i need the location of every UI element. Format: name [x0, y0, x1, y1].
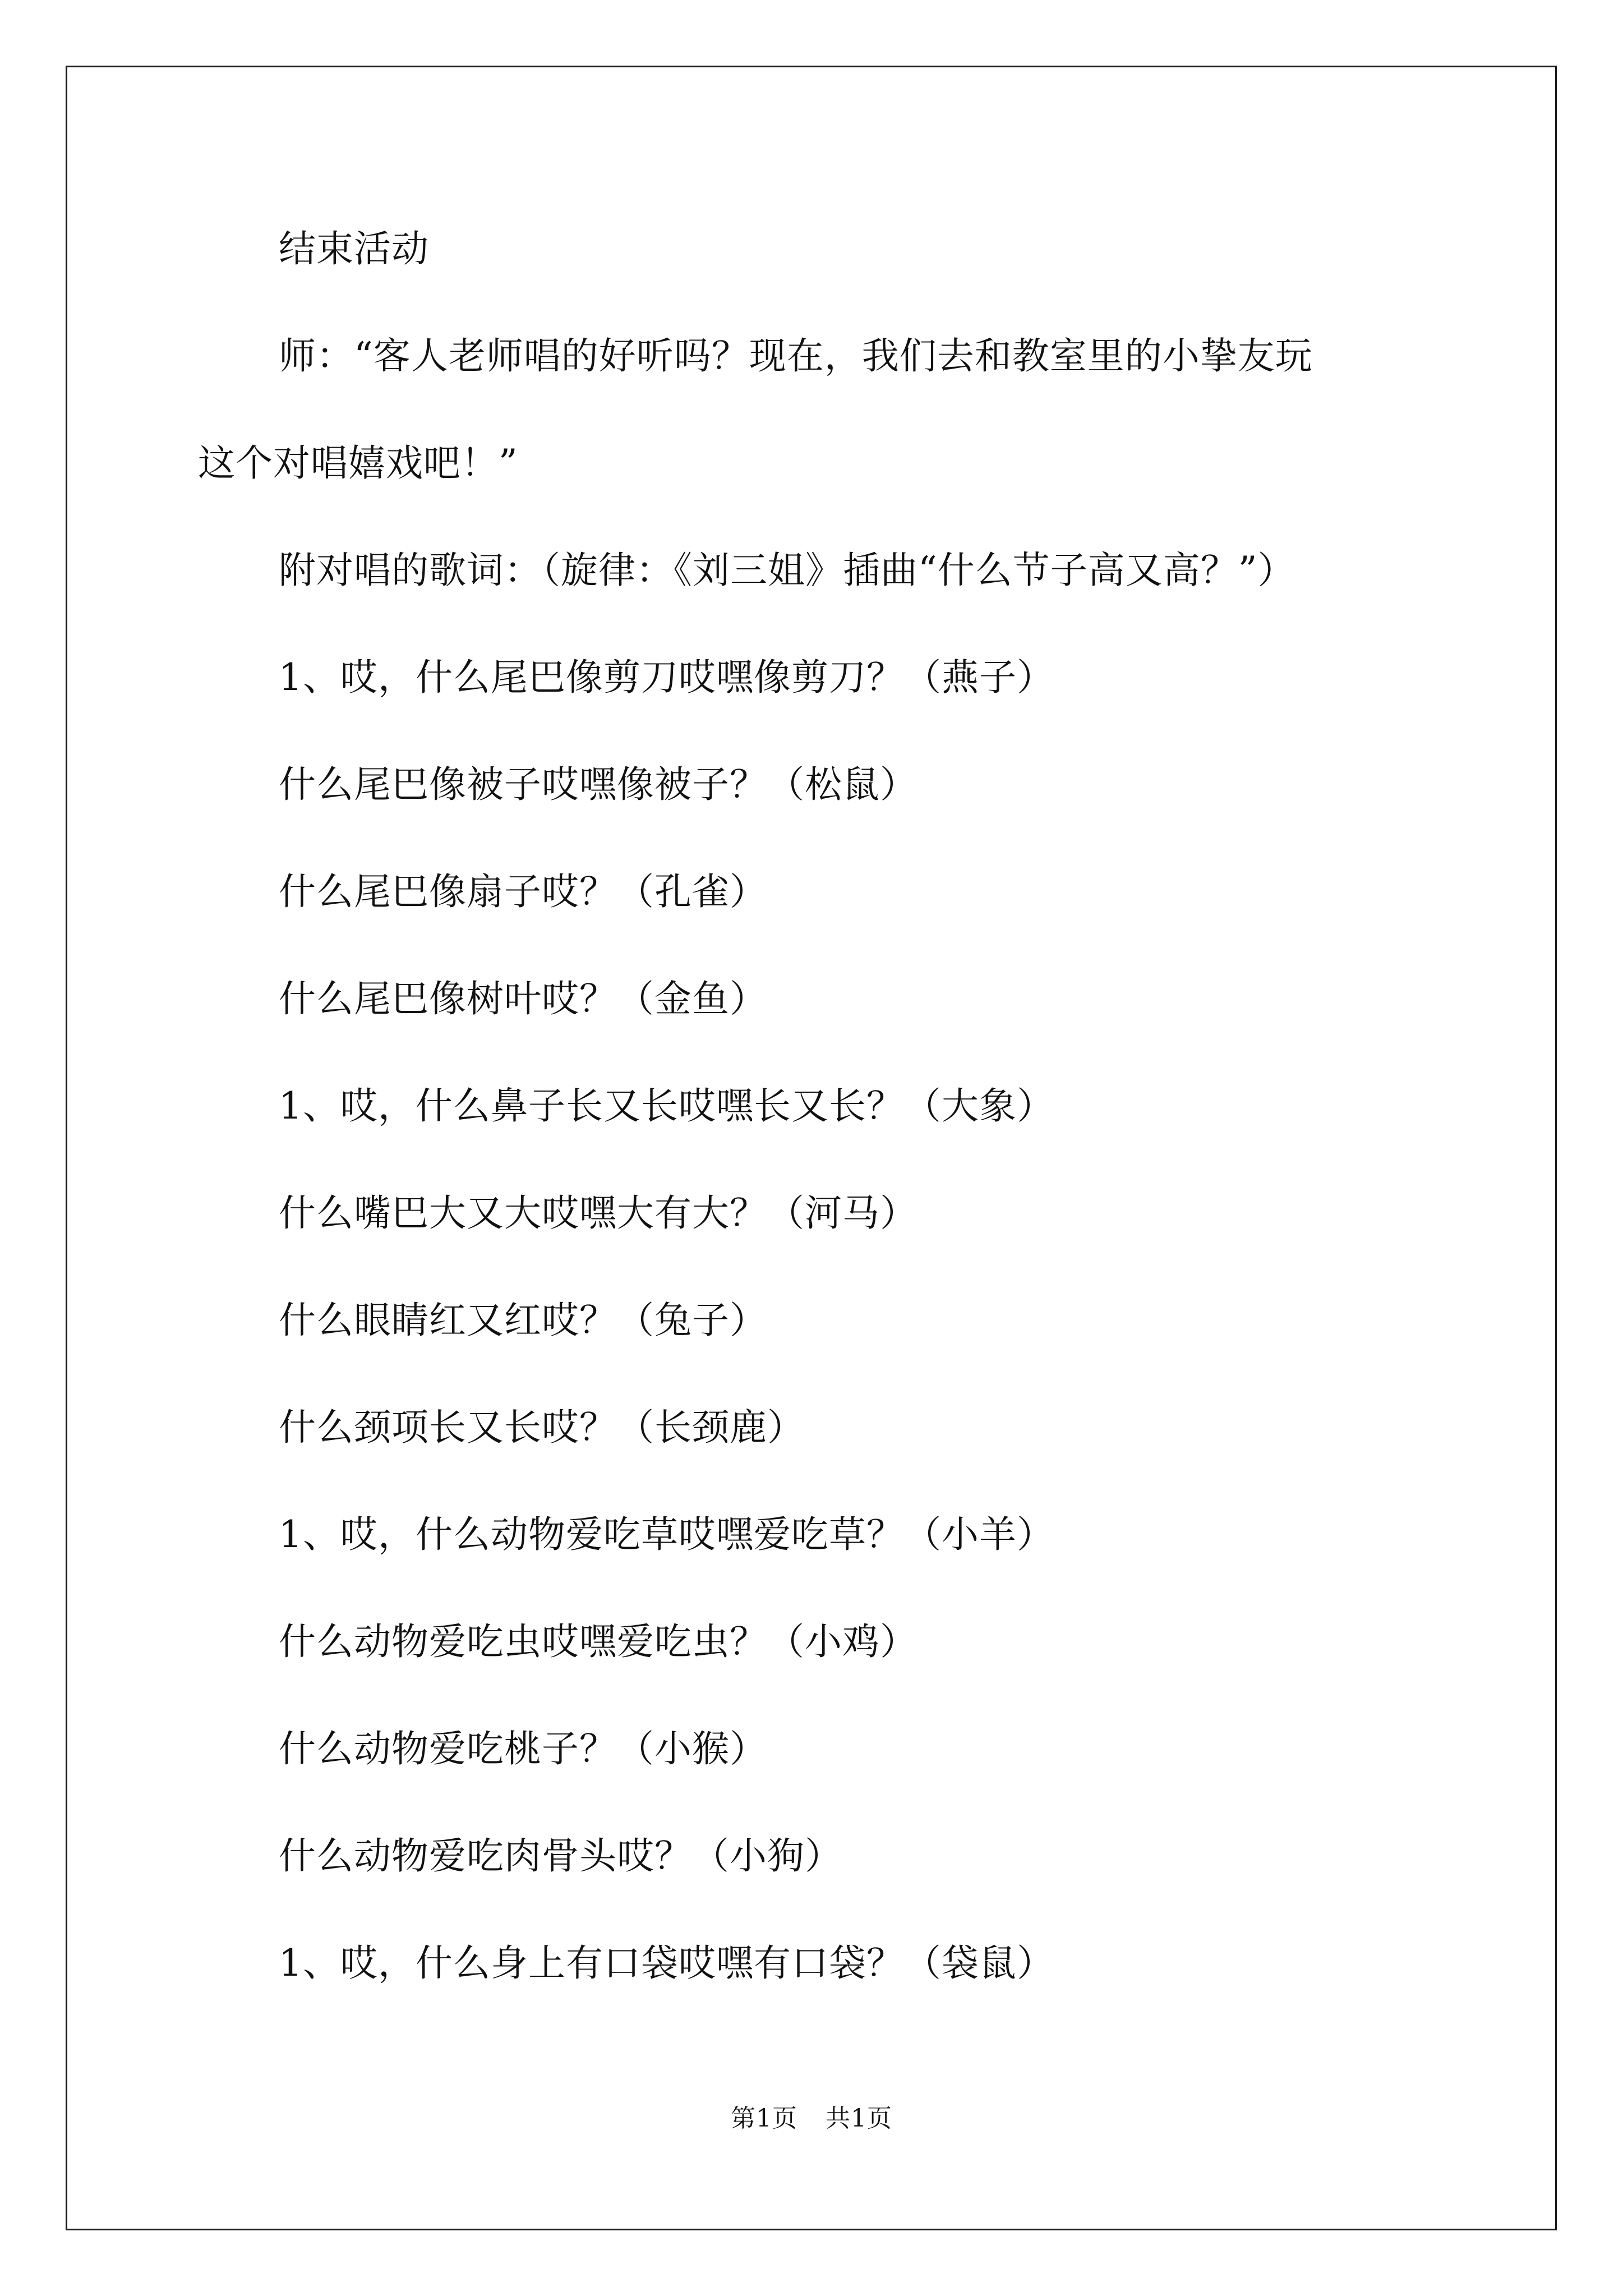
paragraph-continuation: 这个对唱嬉戏吧！”	[198, 441, 518, 485]
lyric-line: 什么尾巴像树叶哎？（金鱼）	[279, 977, 767, 1020]
lyric-line: 什么动物爱吃肉骨头哎？（小狗）	[279, 1834, 842, 1878]
lyric-line: 什么尾巴像被子哎嘿像被子？（松鼠）	[279, 763, 917, 806]
page-number-total: 共1页	[826, 2104, 892, 2133]
page-number-current: 第1页	[731, 2104, 797, 2133]
lyric-line: 什么颈项长又长哎？（长颈鹿）	[279, 1406, 805, 1449]
lyric-line: 什么动物爱吃虫哎嘿爱吃虫？（小鸡）	[279, 1620, 917, 1663]
lyric-line: 什么眼睛红又红哎？（兔子）	[279, 1299, 767, 1342]
paragraph-heading: 结束活动	[279, 227, 429, 270]
lyric-line: 什么嘴巴大又大哎嘿大有大？（河马）	[279, 1191, 917, 1235]
lyric-line: 什么尾巴像扇子哎？（孔雀）	[279, 870, 767, 913]
lyric-line: 1、哎，什么鼻子长又长哎嘿长又长？（大象）	[279, 1084, 1054, 1128]
page-footer	[0, 2102, 1623, 2136]
paragraph: 师：“客人老师唱的好听吗？现在，我们去和教室里的小挚友玩	[279, 334, 1313, 378]
page-border	[66, 66, 1557, 2230]
lyric-line: 什么动物爱吃桃子？（小猴）	[279, 1727, 767, 1770]
lyric-line: 1、哎，什么动物爱吃草哎嘿爱吃草？（小羊）	[279, 1513, 1054, 1556]
lyric-line: 1、哎，什么身上有口袋哎嘿有口袋？（袋鼠）	[279, 1941, 1054, 1985]
paragraph: 附对唱的歌词：（旋律：《刘三姐》插曲“什么节子高又高？”）	[279, 549, 1295, 592]
lyric-line: 1、哎，什么尾巴像剪刀哎嘿像剪刀？（燕子）	[279, 656, 1054, 699]
